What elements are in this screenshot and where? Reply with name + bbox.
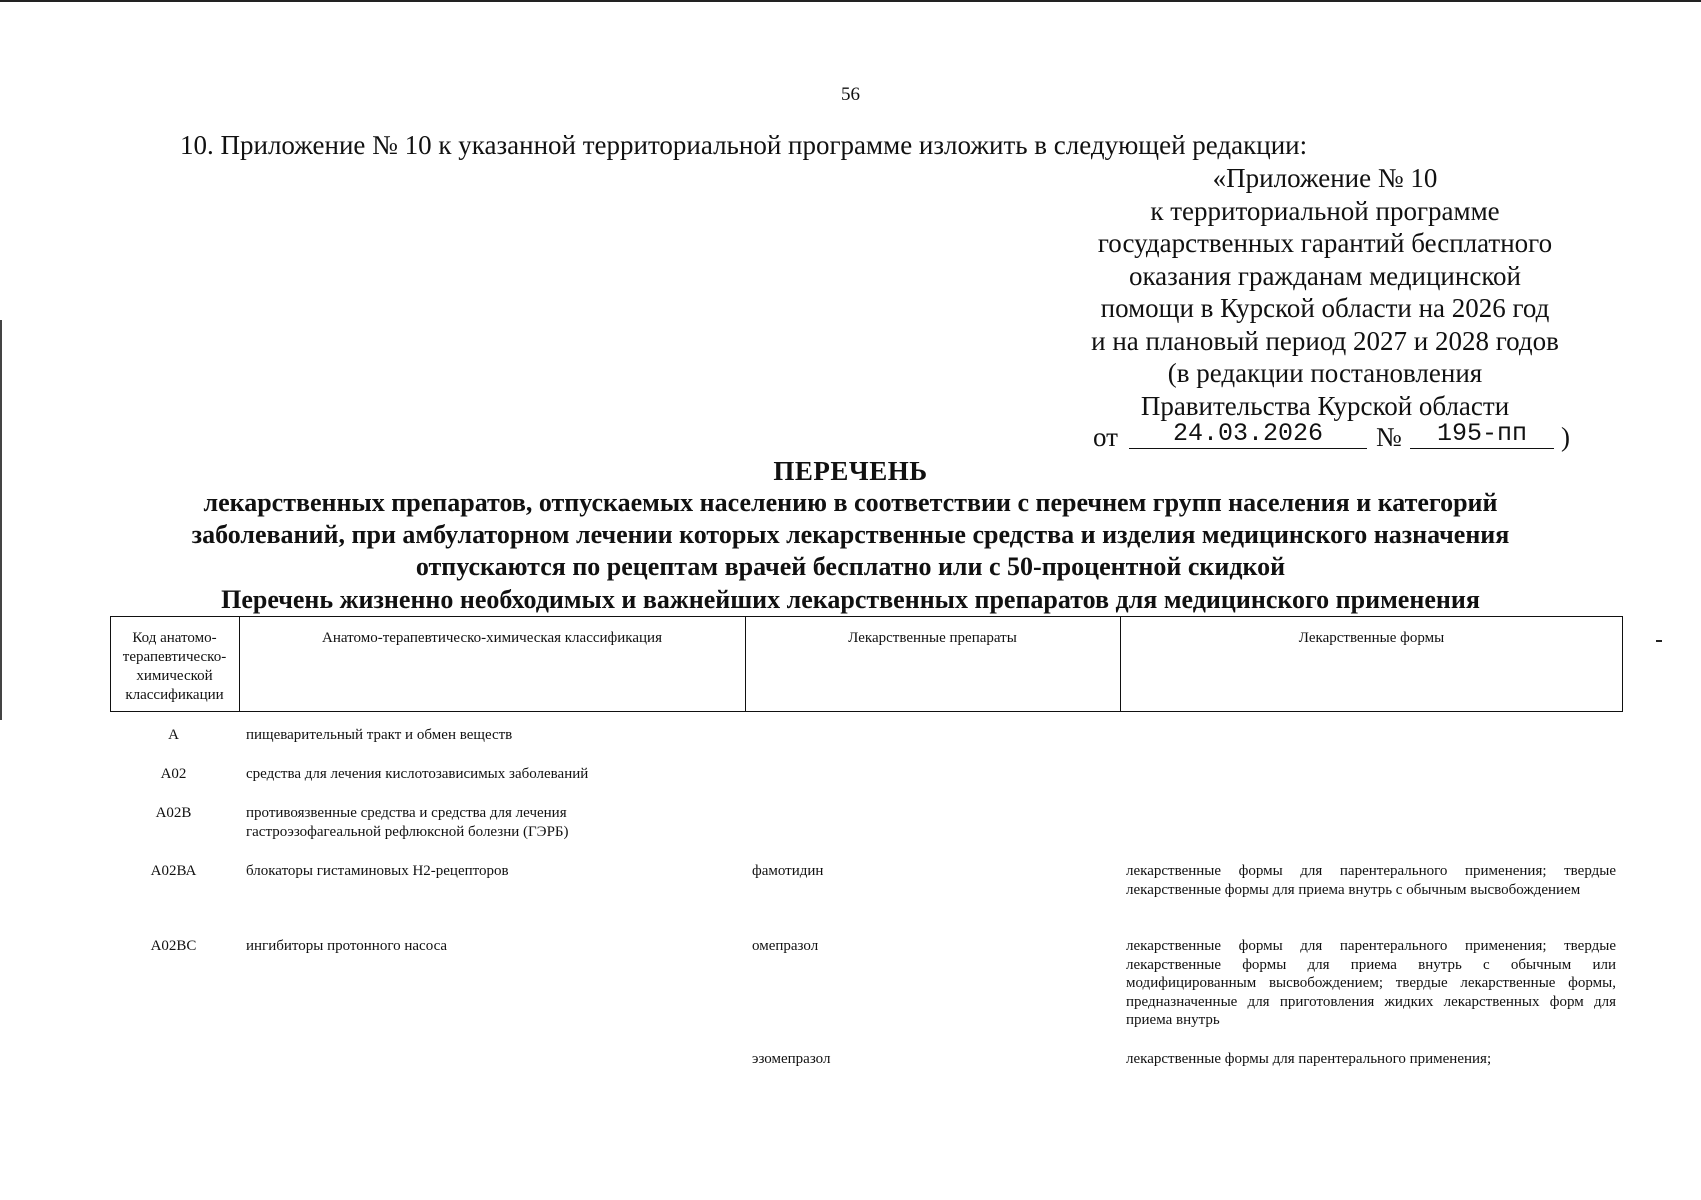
number-sign: № bbox=[1376, 422, 1402, 452]
list-title: ПЕРЕЧЕНЬ bbox=[773, 456, 928, 486]
atc-code: А02ВС bbox=[150, 938, 197, 954]
list-subtitle bbox=[60, 487, 1641, 583]
subtitle-line: отпускаются по рецептам врачей бесплатно или с 50-процентной скидкой bbox=[415, 552, 1286, 581]
atc-classification: ингибиторы протонного насоса bbox=[246, 938, 448, 954]
resolution-reference bbox=[1093, 419, 1593, 458]
approval-line: оказания гражданам медицинской bbox=[1128, 260, 1522, 291]
atc-classification: средства для лечения кислотозависимых заболеваний bbox=[246, 766, 589, 782]
approval-block bbox=[1065, 162, 1585, 422]
approval-line: и на плановый период 2027 и 2028 годов bbox=[1091, 325, 1559, 356]
header-forms: Лекарственные формы bbox=[1120, 617, 1622, 711]
scan-edge-top bbox=[0, 0, 1701, 2]
dosage-forms: лекарственные формы для парентерального применения; твердые лекарственные формы для приема внутрь с обычным высвобождением bbox=[1126, 863, 1616, 898]
resolution-number: 195-пп bbox=[1410, 419, 1554, 449]
table-header bbox=[110, 616, 1623, 712]
atc-classification: блокаторы гистаминовых Н2-рецепторов bbox=[246, 863, 509, 879]
approval-line: «Приложение № 10 bbox=[1212, 163, 1438, 193]
atc-code: А02В bbox=[155, 805, 192, 821]
scan-edge-left bbox=[0, 320, 2, 720]
dosage-forms: лекарственные формы для парентерального применения; bbox=[1126, 1051, 1492, 1067]
subtitle-line: заболеваний, при амбулаторном лечении которых лекарственные средства и изделия медицинского назначения bbox=[191, 520, 1510, 549]
atc-code: А02 bbox=[160, 766, 187, 782]
atc-code: А bbox=[168, 727, 179, 743]
approval-line: Правительства Курской области bbox=[1140, 390, 1510, 421]
approval-line: государственных гарантий бесплатного bbox=[1097, 228, 1553, 258]
intro-paragraph: 10. Приложение № 10 к указанной территориальной программе изложить в следующей редакции: bbox=[180, 130, 1308, 160]
approval-line: к территориальной программе bbox=[1150, 195, 1500, 226]
scan-mark bbox=[1656, 640, 1662, 642]
subtitle-line: лекарственных препаратов, отпускаемых населению в соответствии с перечнем групп населения и категорий bbox=[203, 488, 1498, 517]
approval-line: (в редакции постановления bbox=[1167, 358, 1483, 388]
section-heading: Перечень жизненно необходимых и важнейших лекарственных препаратов для медицинского применения bbox=[221, 585, 1480, 614]
header-drugs: Лекарственные препараты bbox=[745, 617, 1119, 711]
closing-bracket: ) bbox=[1561, 422, 1570, 452]
header-code: Код анатомо-терапевтическо-химической классификации bbox=[122, 630, 227, 703]
atc-classification: противоязвенные средства и средства для лечения гастроэзофагеальной рефлюксной болезни (ГЭРБ) bbox=[246, 805, 569, 840]
drug-name: фамотидин bbox=[752, 863, 824, 879]
from-label: от bbox=[1093, 422, 1118, 452]
drug-name: омепразол bbox=[752, 938, 819, 954]
page-number: 56 bbox=[841, 84, 860, 105]
atc-code: А02ВА bbox=[150, 863, 197, 879]
drug-name: эзомепразол bbox=[752, 1051, 831, 1067]
atc-classification: пищеварительный тракт и обмен веществ bbox=[246, 727, 513, 743]
resolution-date: 24.03.2026 bbox=[1129, 419, 1367, 449]
dosage-forms: лекарственные формы для парентерального применения; твердые лекарственные формы для приема внутрь с обычным или модифицированным высвобождением; твердые лекарственные формы, предназначенные для приготовления жидких лекарственных форм для приема внутрь bbox=[1126, 938, 1616, 1028]
header-classification: Анатомо-терапевтическо-химическая классификация bbox=[239, 617, 744, 711]
approval-line: помощи в Курской области на 2026 год bbox=[1100, 293, 1550, 323]
